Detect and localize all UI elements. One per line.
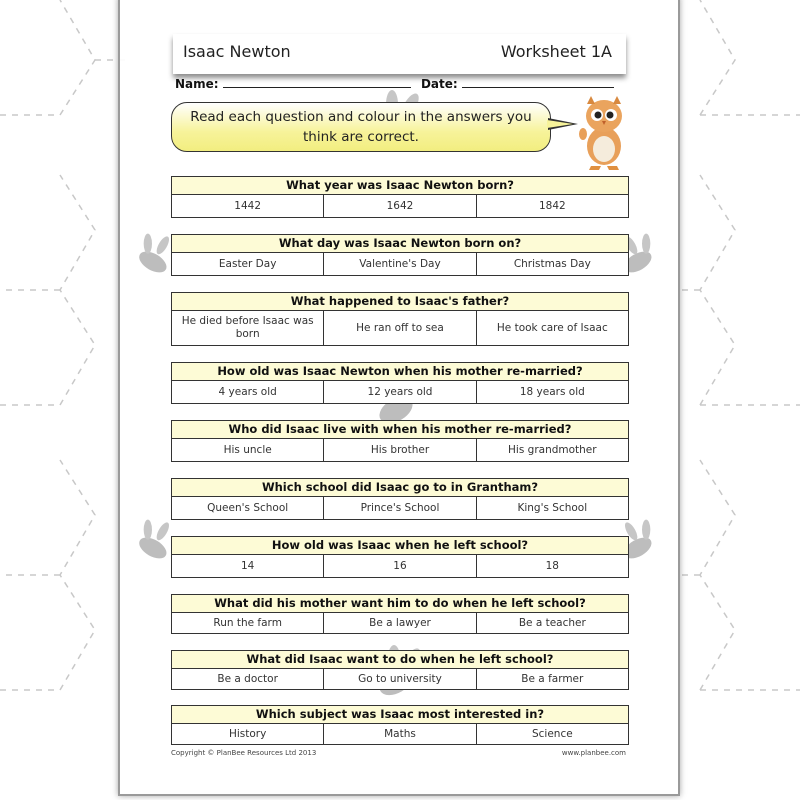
answer-option[interactable]: Be a farmer <box>521 672 584 685</box>
answer-option[interactable]: Christmas Day <box>513 257 591 270</box>
answer-option[interactable]: Science <box>531 727 573 740</box>
answer-option[interactable]: 16 <box>324 555 476 577</box>
answer-option[interactable]: King's School <box>517 501 588 514</box>
owl-mascot-icon <box>577 94 629 172</box>
question-text: What did his mother want him to do when he left school? <box>172 595 628 613</box>
answer-option[interactable]: History <box>172 724 324 744</box>
answer-row <box>172 613 628 633</box>
name-label: Name: <box>175 77 219 91</box>
question-table <box>171 594 629 634</box>
answer-option[interactable]: 14 <box>172 555 324 577</box>
bubble-tail-fill <box>547 120 573 128</box>
answer-row <box>172 311 628 345</box>
question-text: How old was Isaac Newton when his mother re-married? <box>172 363 628 381</box>
question-table <box>171 234 629 276</box>
question-text: What year was Isaac Newton born? <box>172 177 628 195</box>
question-table <box>171 705 629 745</box>
answer-row <box>172 724 628 744</box>
question-table <box>171 650 629 690</box>
question-table <box>171 536 629 578</box>
answer-row <box>172 497 628 519</box>
answer-option[interactable]: Be a lawyer <box>324 613 476 633</box>
question-text: Who did Isaac live with when his mother re-married? <box>172 421 628 439</box>
question-text: What happened to Isaac's father? <box>172 293 628 311</box>
question-text: What day was Isaac Newton born on? <box>172 235 628 253</box>
answer-option[interactable]: His grandmother <box>508 443 597 456</box>
question-table <box>171 292 629 346</box>
date-label: Date: <box>420 77 458 91</box>
answer-option[interactable]: He ran off to sea <box>324 311 476 345</box>
answer-row <box>172 669 628 689</box>
copyright-text: Copyright © PlanBee Resources Ltd 2013 <box>171 749 317 757</box>
answer-option[interactable]: 1442 <box>172 195 324 217</box>
question-text: How old was Isaac when he left school? <box>172 537 628 555</box>
answer-option[interactable]: 18 <box>545 559 559 572</box>
answer-option[interactable]: Easter Day <box>172 253 324 275</box>
date-field[interactable] <box>462 77 614 88</box>
answer-row <box>172 439 628 461</box>
answer-option[interactable]: Run the farm <box>172 613 324 633</box>
answer-option[interactable]: Go to university <box>324 669 476 689</box>
question-table <box>171 362 629 404</box>
name-field[interactable] <box>223 77 411 88</box>
instruction-bubble: Read each question and colour in the answers you think are correct. <box>171 102 551 152</box>
answer-row <box>172 195 628 217</box>
name-date-row <box>175 77 627 91</box>
answer-option[interactable]: 12 years old <box>324 381 476 403</box>
answer-option[interactable]: Queen's School <box>172 497 324 519</box>
question-text: What did Isaac want to do when he left school? <box>172 651 628 669</box>
website-link[interactable]: www.planbee.com <box>561 749 626 757</box>
answer-option[interactable]: He took care of Isaac <box>496 321 608 334</box>
answer-option[interactable]: 1842 <box>538 199 566 212</box>
answer-option[interactable]: Prince's School <box>324 497 476 519</box>
worksheet-number: Worksheet 1A <box>500 42 612 61</box>
answer-option[interactable]: 4 years old <box>172 381 324 403</box>
question-table <box>171 478 629 520</box>
question-text: Which subject was Isaac most interested in? <box>172 706 628 724</box>
question-table <box>171 420 629 462</box>
answer-option[interactable]: 18 years old <box>519 385 585 398</box>
title-banner <box>173 34 626 74</box>
answer-option[interactable]: Be a doctor <box>172 669 324 689</box>
answer-row <box>172 253 628 275</box>
question-table <box>171 176 629 218</box>
question-text: Which school did Isaac go to in Grantham? <box>172 479 628 497</box>
answer-option[interactable]: His uncle <box>172 439 324 461</box>
answer-option[interactable]: Maths <box>324 724 476 744</box>
answer-option[interactable]: Valentine's Day <box>324 253 476 275</box>
answer-option[interactable]: Be a teacher <box>518 616 586 629</box>
answer-row <box>172 381 628 403</box>
worksheet-subject: Isaac Newton <box>183 42 291 61</box>
answer-option[interactable]: His brother <box>324 439 476 461</box>
answer-option[interactable]: He died before Isaac was born <box>172 311 324 345</box>
answer-option[interactable]: 1642 <box>324 195 476 217</box>
answer-row <box>172 555 628 577</box>
